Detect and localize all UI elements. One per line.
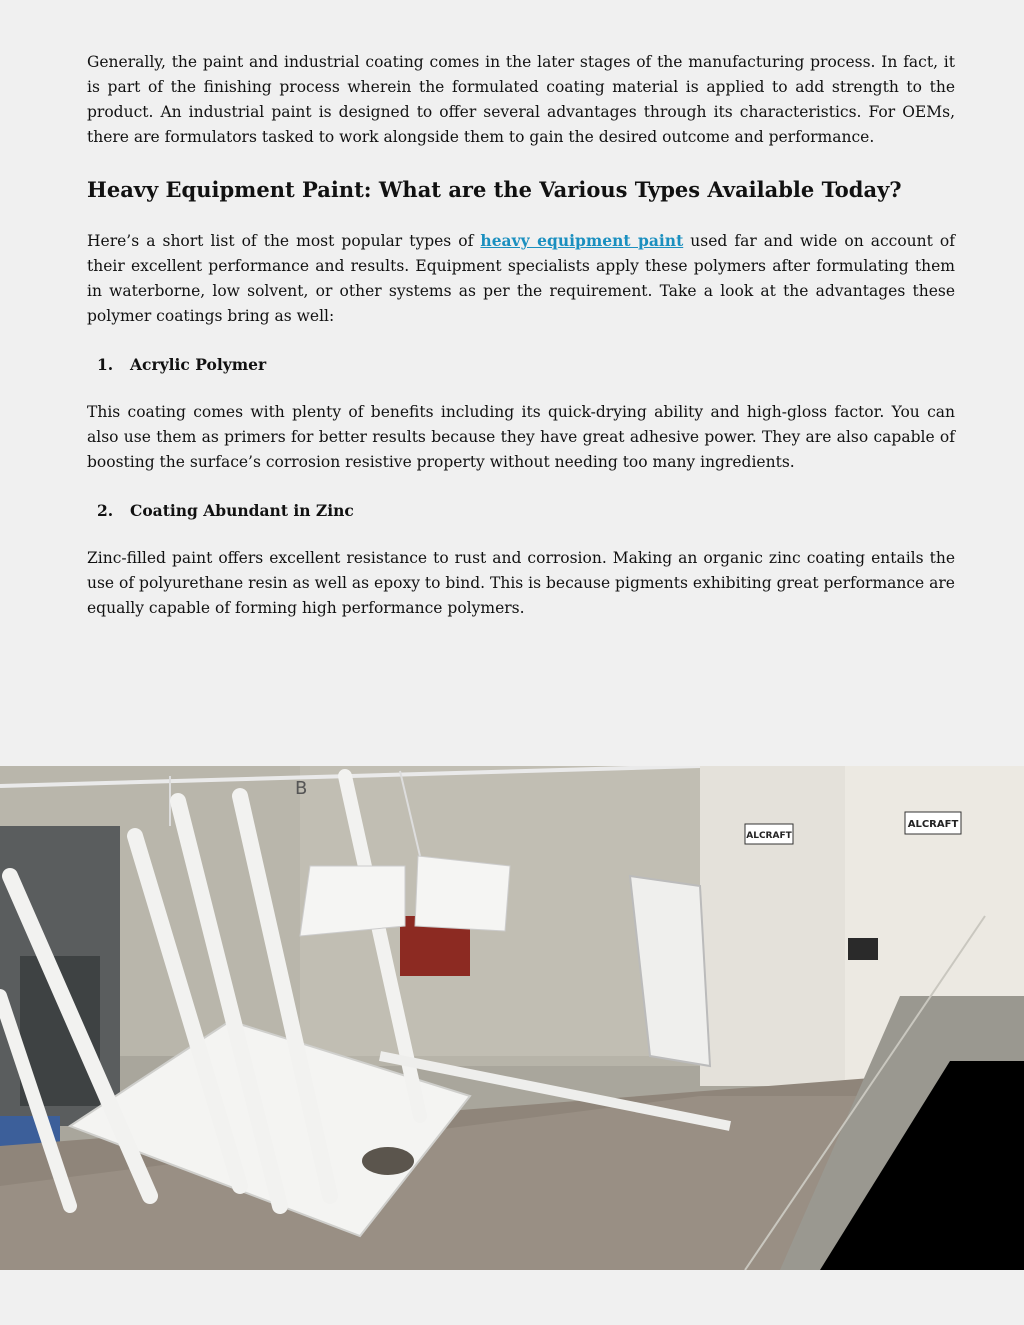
list-intro-text-after: used far and wide on account of their excellent performance and results. Equipment specialists apply these polymers after formulating them in waterborne, low solvent, or other systems as per the requirement. Take a look at the advantages these polymer coatings bring as well: bbox=[87, 232, 955, 325]
factory-photo bbox=[0, 766, 1024, 1270]
intro-paragraph: Generally, the paint and industrial coating comes in the later stages of the manufacturing process. In fact, it is part of the finishing process wherein the formulated coating material is applied to add strength to the product. An industrial paint is designed to offer several advantages through its characteristics. For OEMs, there are formulators tasked to work alongside them to gain the desired outcome and performance. bbox=[87, 53, 955, 146]
hanging-panel bbox=[300, 866, 405, 936]
acrylic-paragraph: This coating comes with plenty of benefits including its quick-drying ability and high-gloss factor. You can also use them as primers for better results because they have great adhesive power. They are also capable of boosting the surface’s corrosion resistive property without needing too many ingredients. bbox=[87, 403, 955, 471]
alcraft-sign-left-text: ALCRAFT bbox=[746, 831, 792, 841]
list-intro-paragraph bbox=[87, 228, 955, 329]
heavy-equipment-paint-link[interactable]: heavy equipment paint bbox=[480, 231, 684, 250]
wall-letter: B bbox=[295, 778, 308, 799]
alcraft-sign-right-text: ALCRAFT bbox=[907, 819, 959, 830]
list-intro-text-before: Here’s a short list of the most popular types of bbox=[87, 232, 481, 250]
list-title: Coating Abundant in Zinc bbox=[130, 501, 354, 520]
list-heading-acrylic bbox=[97, 352, 955, 377]
list-number: 1. bbox=[97, 355, 114, 374]
document-body bbox=[87, 50, 955, 621]
zinc-paragraph: Zinc-filled paint offers excellent resistance to rust and corrosion. Making an organic zinc coating entails the use of polyurethane resin as well as epoxy to bind. This is because pigments exhibiting great performance are equally capable of forming high performance polymers. bbox=[87, 549, 955, 617]
hanging-panel bbox=[415, 856, 510, 931]
list-number: 2. bbox=[97, 501, 114, 520]
door-handle bbox=[848, 938, 878, 960]
list-title: Acrylic Polymer bbox=[130, 355, 267, 374]
section-heading: Heavy Equipment Paint: What are the Various Types Available Today? bbox=[87, 177, 902, 202]
factory-photo-illustration bbox=[0, 766, 1024, 1270]
tray-hole bbox=[362, 1147, 414, 1175]
list-heading-zinc bbox=[97, 498, 955, 523]
